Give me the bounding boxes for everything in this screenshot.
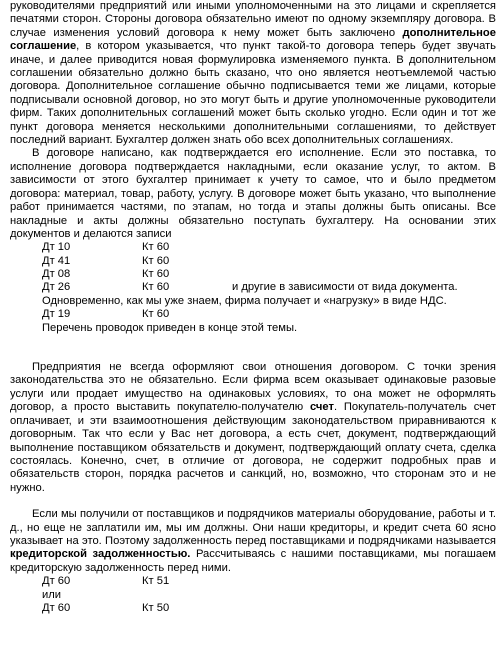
- spacer: [10, 495, 496, 508]
- debit-account: Дт 41: [42, 254, 71, 267]
- debit-account: Дт 60: [42, 575, 71, 588]
- credit-account: Кт 50: [142, 601, 170, 614]
- accounting-entry: [10, 268, 496, 281]
- entries-list-1: [10, 241, 496, 295]
- term-supplementary-agreement: дополнительное соглашение: [10, 26, 496, 53]
- entries-list-2: [10, 575, 496, 615]
- credit-account: Кт 51: [142, 575, 170, 588]
- term-invoice: счет: [309, 401, 334, 414]
- accounting-entry-vat: [10, 308, 496, 321]
- paragraph-contract-execution: В договоре написано, как подтверждается его исполнение. Если это поставка, то исполнение договора подтверждается накладными, если оказание услуг, то актом. В зависимости от этого бухгалтер принимает к учету то самое, что и было предметом договора: материал, товар, работу, услугу. В договоре может быть указано, что выполнение работ принимается частями, по этапам, но тогда и этапы должны быть описаны. Все накладные и акты должны обязательно поступать бухгалтеру. На основании этих документов и делаются записи: [10, 147, 496, 240]
- vat-line: Одновременно, как мы уже знаем, фирма получает и «нагрузку» в виде НДС.: [42, 294, 447, 307]
- paragraph-accounts-payable: Если мы получили от поставщиков и подрядчиков материалы оборудование, работы и т. д., но еще не заплатили им, мы им должны. Они наши кредиторы, и кредит счета 60 ясно указывает на это. Поэтому задолженность перед поставщиками и подрядчиками называется кредиторской задолженностью. Рассчитываясь с нашими поставщиками, мы погашаем кредиторскую задолженность перед ними.: [10, 508, 496, 574]
- debit-account: Дт 60: [42, 601, 71, 614]
- document-page: [10, 0, 496, 615]
- list-note: Перечень проводок приведен в конце этой темы.: [42, 321, 298, 334]
- accounting-entry: [10, 241, 496, 254]
- spacer: [10, 335, 496, 348]
- entry-separator-or: или: [42, 588, 62, 601]
- debit-account: Дт 08: [42, 268, 71, 281]
- credit-account: Кт 60: [142, 254, 170, 267]
- paragraph-supplementary-agreement: руководителями предприятий или иными уполномоченными на это лицами и скрепляется печатями сторон. Стороны договора обязательно имеют по одному экземпляру договора. В случае изменения условий договора к нему может быть заключено дополнительное соглашение, в котором указывается, что пункт такой-то договора теперь будет звучать иначе, и далее приводится новая формулировка изменяемого пункта. В дополнительном соглашении обязательно должно быть сказано, что оно является неотъемлемой частью договора. Дополнительное соглашение обычно подписывается теми же лицами, которые подписывали основной договор, но это могут быть и другие уполномоченные руководители фирм. Таких дополнительных соглашений может быть сколько угодно. Если один и тот же пункт договора меняется несколькими дополнительными соглашениями, то действует последний вариант. Бухгалтер должен знать обо всех дополнительных соглашениях.: [10, 0, 496, 147]
- credit-account: Кт 60: [142, 281, 170, 294]
- debit-account: Дт 26: [42, 281, 71, 294]
- debit-account: Дт 19: [42, 308, 71, 321]
- accounting-entry: [10, 281, 496, 294]
- debit-account: Дт 10: [42, 241, 71, 254]
- accounting-entry: [10, 255, 496, 268]
- accounting-entry: [10, 575, 496, 588]
- credit-account: Кт 60: [142, 268, 170, 281]
- entry-note: и другие в зависимости от вида документа.: [232, 281, 458, 294]
- credit-account: Кт 60: [142, 241, 170, 254]
- spacer: [10, 348, 496, 361]
- credit-account: Кт 60: [142, 308, 170, 321]
- term-accounts-payable: кредиторской задолженностью.: [10, 548, 191, 561]
- accounting-entry: [10, 602, 496, 615]
- paragraph-invoice: Предприятия не всегда оформляют свои отношения договором. С точки зрения законодательства это не обязательно. Если фирма всем оказывает одинаковые разовые услуги или продает имущество на одинаковых условиях, то она может не оформлять договор, а просто выставить покупателю-получателю счет. Покупатель-получатель счет оплачивает, и эти взаимоотношения действующим законодательством приравниваются к договорным. Так что если у Вас нет договора, а есть счет, документ, подтверждающий выполнение поставщиком обязательств и документ, подтверждающий оплату счета, сделка состоялась. Конечно, счет, в отличие от договора, не содержит подробных прав и обязательств сторон, порядка расчетов и санкций, но, возможно, что сторонам это и не нужно.: [10, 361, 496, 494]
